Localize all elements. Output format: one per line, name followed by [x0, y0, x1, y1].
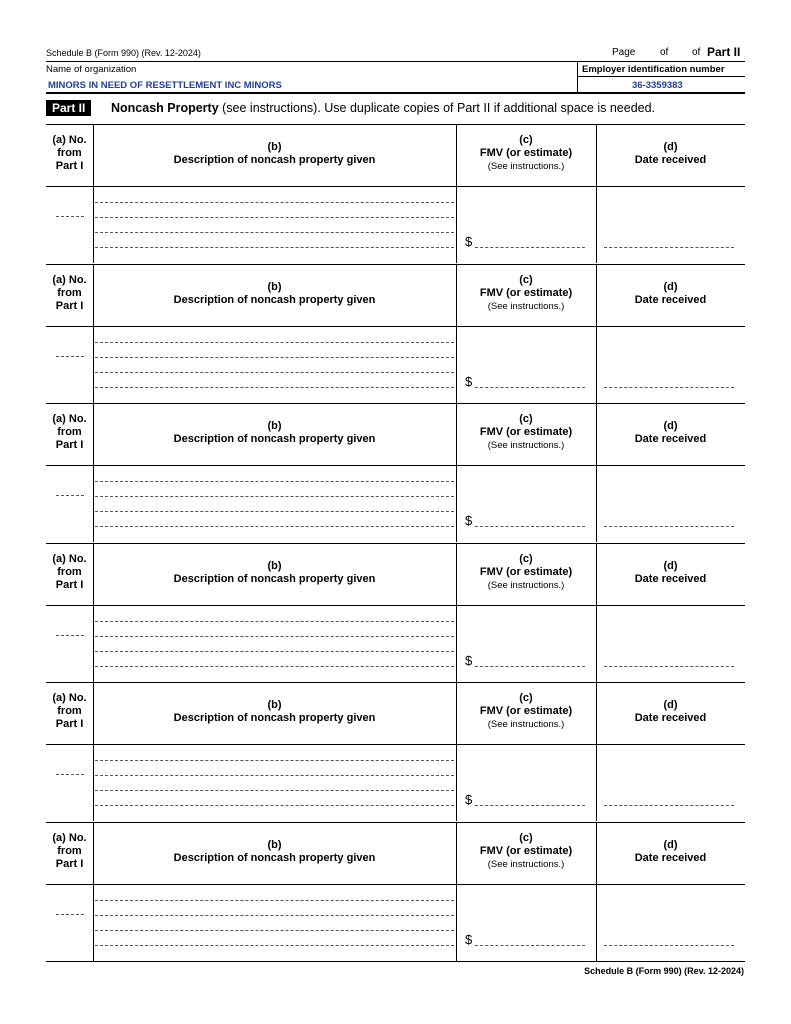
- block-header-rule: [46, 465, 745, 466]
- fmv-field[interactable]: [475, 247, 585, 248]
- description-line-2[interactable]: [95, 636, 454, 637]
- col-c-title: FMV (or estimate): [479, 566, 573, 578]
- col-d-letter: (d): [663, 420, 678, 432]
- org-name-label: Name of organization: [46, 64, 137, 75]
- date-received-field[interactable]: [604, 526, 734, 527]
- col-d-title: Date received: [634, 852, 707, 864]
- col-d-title: Date received: [634, 573, 707, 585]
- col-b-letter: (b): [267, 839, 282, 851]
- col-d-header: [596, 839, 745, 865]
- col-a-line3: Part I: [55, 439, 84, 451]
- col-d-title: Date received: [634, 433, 707, 445]
- noncash-property-block: [0, 264, 791, 403]
- col-c-header: [456, 692, 596, 731]
- col-a-line3: Part I: [55, 300, 84, 312]
- description-line-2[interactable]: [95, 915, 454, 916]
- part-title: Noncash Property: [111, 101, 219, 115]
- col-a-line1: (a) No.: [52, 274, 87, 286]
- col-b-letter: (b): [267, 141, 282, 153]
- col-b-header: [93, 839, 456, 865]
- description-line-4[interactable]: [95, 526, 454, 527]
- col-a-line1: (a) No.: [52, 553, 87, 565]
- noncash-property-block: [0, 682, 791, 821]
- col-a-line3: Part I: [55, 579, 84, 591]
- col-c-note: (See instructions.): [487, 301, 565, 312]
- total-of-label: of: [692, 47, 701, 58]
- part-instructions: (see instructions). Use duplicate copies of Part II if additional space is needed.: [218, 101, 656, 115]
- col-a-line3: Part I: [55, 718, 84, 730]
- form-id-header: Schedule B (Form 990) (Rev. 12-2024): [46, 48, 201, 58]
- dollar-sign: $: [465, 374, 473, 389]
- col-b-title: Description of noncash property given: [173, 852, 376, 864]
- fmv-field[interactable]: [475, 666, 585, 667]
- description-line-1[interactable]: [95, 342, 454, 343]
- col-b-title: Description of noncash property given: [173, 433, 376, 445]
- noncash-property-block: [0, 124, 791, 263]
- col-c-title: FMV (or estimate): [479, 426, 573, 438]
- col-a-line1: (a) No.: [52, 832, 87, 844]
- description-line-4[interactable]: [95, 247, 454, 248]
- block-top-rule: [46, 822, 745, 823]
- col-a-line2: from: [57, 845, 82, 857]
- col-d-header: [596, 141, 745, 167]
- rule-org: [46, 92, 745, 94]
- col-d-header: [596, 560, 745, 586]
- org-name-value: MINORS IN NEED OF RESETTLEMENT INC MINORS: [48, 80, 282, 91]
- col-a-line3: Part I: [55, 160, 84, 172]
- block-top-rule: [46, 403, 745, 404]
- description-line-1[interactable]: [95, 760, 454, 761]
- description-line-2[interactable]: [95, 217, 454, 218]
- col-c-note: (See instructions.): [487, 859, 565, 870]
- description-line-2[interactable]: [95, 775, 454, 776]
- date-received-field[interactable]: [604, 945, 734, 946]
- block-header-rule: [46, 605, 745, 606]
- col-b-letter: (b): [267, 699, 282, 711]
- col-a-line1: (a) No.: [52, 134, 87, 146]
- date-received-field[interactable]: [604, 247, 734, 248]
- block-top-rule: [46, 264, 745, 265]
- col-b-title: Description of noncash property given: [173, 573, 376, 585]
- col-b-header: [93, 141, 456, 167]
- date-received-field[interactable]: [604, 805, 734, 806]
- rule-ein-inner: [577, 76, 745, 77]
- col-a-header: [46, 134, 93, 173]
- description-line-3[interactable]: [95, 232, 454, 233]
- part-i-number-field[interactable]: [56, 495, 84, 496]
- part-i-number-field[interactable]: [56, 216, 84, 217]
- noncash-property-block: [0, 403, 791, 542]
- block-header-rule: [46, 744, 745, 745]
- col-c-header: [456, 134, 596, 173]
- block-top-rule: [46, 124, 745, 125]
- page-of-label: of: [660, 47, 669, 58]
- block-header-rule: [46, 884, 745, 885]
- col-b-header: [93, 281, 456, 307]
- noncash-property-block: [0, 822, 791, 961]
- col-b-title: Description of noncash property given: [173, 154, 376, 166]
- block-top-rule: [46, 543, 745, 544]
- col-b-letter: (b): [267, 560, 282, 572]
- part-i-number-field[interactable]: [56, 914, 84, 915]
- description-line-1[interactable]: [95, 900, 454, 901]
- description-line-2[interactable]: [95, 357, 454, 358]
- col-d-letter: (d): [663, 141, 678, 153]
- rule-header: [46, 61, 745, 62]
- description-line-4[interactable]: [95, 387, 454, 388]
- form-id-footer: Schedule B (Form 990) (Rev. 12-2024): [584, 966, 744, 976]
- fmv-field[interactable]: [475, 805, 585, 806]
- col-b-title: Description of noncash property given: [173, 712, 376, 724]
- col-c-letter: (c): [519, 274, 533, 286]
- dollar-sign: $: [465, 792, 473, 807]
- page-label: Page: [612, 47, 636, 58]
- col-d-letter: (d): [663, 281, 678, 293]
- description-line-3[interactable]: [95, 651, 454, 652]
- col-d-title: Date received: [634, 294, 707, 306]
- description-line-3[interactable]: [95, 790, 454, 791]
- block-header-rule: [46, 326, 745, 327]
- col-b-header: [93, 560, 456, 586]
- col-c-header: [456, 553, 596, 592]
- col-d-title: Date received: [634, 712, 707, 724]
- dollar-sign: $: [465, 513, 473, 528]
- col-c-title: FMV (or estimate): [479, 705, 573, 717]
- col-a-line2: from: [57, 147, 82, 159]
- col-a-line1: (a) No.: [52, 692, 87, 704]
- col-c-title: FMV (or estimate): [479, 287, 573, 299]
- col-c-letter: (c): [519, 832, 533, 844]
- fmv-field[interactable]: [475, 387, 585, 388]
- col-c-letter: (c): [519, 553, 533, 565]
- col-d-letter: (d): [663, 839, 678, 851]
- block-header-rule: [46, 186, 745, 187]
- col-a-header: [46, 413, 93, 452]
- rule-bottom: [46, 961, 745, 962]
- block-top-rule: [46, 682, 745, 683]
- part-badge: Part II: [46, 100, 91, 116]
- date-received-field[interactable]: [604, 666, 734, 667]
- col-d-letter: (d): [663, 699, 678, 711]
- col-a-line2: from: [57, 566, 82, 578]
- header-part-label: Part II: [707, 45, 741, 59]
- col-c-header: [456, 413, 596, 452]
- dollar-sign: $: [465, 653, 473, 668]
- col-a-header: [46, 692, 93, 731]
- description-line-4[interactable]: [95, 945, 454, 946]
- col-c-note: (See instructions.): [487, 161, 565, 172]
- description-line-4[interactable]: [95, 805, 454, 806]
- col-a-line1: (a) No.: [52, 413, 87, 425]
- col-a-line3: Part I: [55, 858, 84, 870]
- ein-label: Employer identification number: [582, 64, 725, 75]
- description-line-3[interactable]: [95, 372, 454, 373]
- col-b-header: [93, 420, 456, 446]
- dollar-sign: $: [465, 932, 473, 947]
- col-b-letter: (b): [267, 281, 282, 293]
- ein-value: 36-3359383: [632, 80, 683, 91]
- col-c-letter: (c): [519, 692, 533, 704]
- col-d-header: [596, 420, 745, 446]
- col-c-header: [456, 274, 596, 313]
- description-line-4[interactable]: [95, 666, 454, 667]
- description-line-1[interactable]: [95, 481, 454, 482]
- col-a-line2: from: [57, 287, 82, 299]
- description-line-1[interactable]: [95, 202, 454, 203]
- col-c-note: (See instructions.): [487, 580, 565, 591]
- description-line-3[interactable]: [95, 930, 454, 931]
- description-line-3[interactable]: [95, 511, 454, 512]
- col-c-title: FMV (or estimate): [479, 147, 573, 159]
- col-c-note: (See instructions.): [487, 440, 565, 451]
- part-heading: [111, 101, 655, 115]
- part-i-number-field[interactable]: [56, 635, 84, 636]
- col-a-line2: from: [57, 426, 82, 438]
- col-d-header: [596, 699, 745, 725]
- noncash-property-block: [0, 543, 791, 682]
- date-received-field[interactable]: [604, 387, 734, 388]
- description-line-1[interactable]: [95, 621, 454, 622]
- col-d-title: Date received: [634, 154, 707, 166]
- col-c-header: [456, 832, 596, 871]
- col-d-header: [596, 281, 745, 307]
- fmv-field[interactable]: [475, 945, 585, 946]
- dollar-sign: $: [465, 234, 473, 249]
- col-a-header: [46, 832, 93, 871]
- description-line-2[interactable]: [95, 496, 454, 497]
- col-c-title: FMV (or estimate): [479, 845, 573, 857]
- part-i-number-field[interactable]: [56, 356, 84, 357]
- col-a-header: [46, 274, 93, 313]
- col-a-line2: from: [57, 705, 82, 717]
- col-b-header: [93, 699, 456, 725]
- col-c-letter: (c): [519, 413, 533, 425]
- part-i-number-field[interactable]: [56, 774, 84, 775]
- col-c-letter: (c): [519, 134, 533, 146]
- col-b-title: Description of noncash property given: [173, 294, 376, 306]
- col-b-letter: (b): [267, 420, 282, 432]
- fmv-field[interactable]: [475, 526, 585, 527]
- col-a-header: [46, 553, 93, 592]
- col-d-letter: (d): [663, 560, 678, 572]
- col-c-note: (See instructions.): [487, 719, 565, 730]
